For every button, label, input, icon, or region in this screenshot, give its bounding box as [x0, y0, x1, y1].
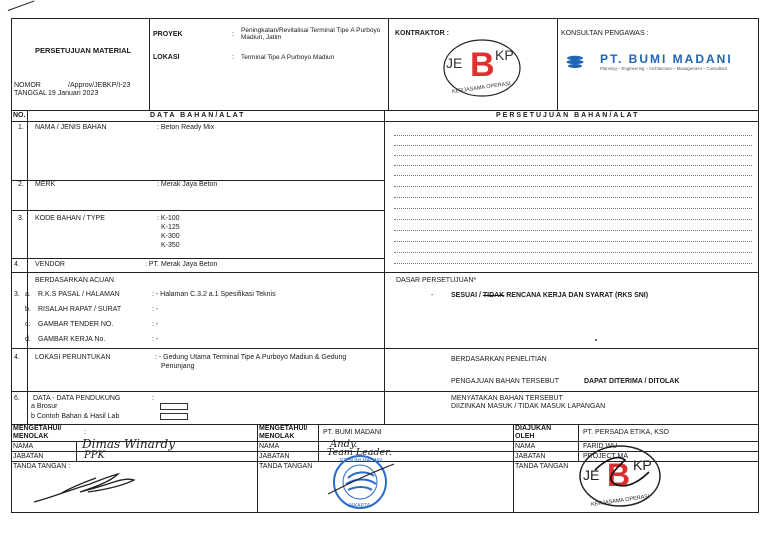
acuan-c-label: GAMBAR TENDER NO.: [38, 321, 114, 328]
sig-col-1: [257, 424, 258, 512]
bumi-madani-stamp: [318, 454, 402, 510]
proyek-label: PROYEK: [153, 31, 183, 38]
lokasi-value: Terminal Tipe A Purboyo Madiun: [241, 54, 335, 61]
row-sep-2: [11, 210, 384, 211]
row6-label: DATA - DATA PENDUKUNG: [33, 395, 121, 402]
header-col-1: [149, 18, 150, 110]
svg-text:KERJASAMA OPERASI: KERJASAMA OPERASI: [590, 493, 650, 509]
tanggal-value: 19 Januari 2023: [48, 90, 99, 97]
sig2-tanda-label: TANDA TANGAN: [259, 463, 313, 470]
row4-no: 4.: [14, 261, 20, 268]
row3-value-2: K-125: [161, 224, 180, 231]
frame-right: [758, 18, 759, 513]
sig2-jabatan-value: Team Leader.: [327, 447, 392, 458]
svg-text:B: B: [470, 46, 495, 84]
sig1-tanda-label: TANDA TANGAN :: [13, 463, 71, 470]
row6-no: 6.: [14, 395, 20, 402]
dasar-dash: -: [431, 292, 434, 299]
sig3-org: PT. PERSADA ETIKA, KSO: [583, 429, 669, 436]
acuan-no: 3.: [14, 291, 20, 298]
row-sep-4: [11, 272, 759, 273]
svg-text:JAKARTA: JAKARTA: [348, 503, 371, 509]
kontraktor-label: KONTRAKTOR :: [395, 30, 449, 37]
frame-bottom: [11, 512, 759, 513]
row3-value-3: K-300: [161, 233, 180, 240]
document-title: PERSETUJUAN MATERIAL: [35, 46, 132, 55]
acuan-d-label: GAMBAR KERJA No.: [38, 336, 106, 343]
konsultan-tagline: Planning – Engineering – Architecture – Management – Consultant: [600, 66, 728, 71]
sig2-jabatan-label: JABATAN: [259, 453, 290, 460]
acuan-b-letter: b.: [25, 306, 31, 313]
row2-no: 2.: [18, 181, 24, 188]
acuan-c-value: : -: [152, 321, 159, 328]
ink-dot: [595, 339, 597, 341]
nomor-label: NOMOR: [14, 82, 41, 89]
row3-value-4: K-350: [161, 242, 180, 249]
header-col-2: [388, 18, 389, 110]
brosur-checkbox[interactable]: [160, 403, 188, 410]
acuan-a-label: R.K.S PASAL / HALAMAN: [38, 291, 120, 298]
persetujuan-header: PERSETUJUAN BAHAN/ALAT: [496, 112, 640, 119]
dasar-statement: SESUAI / TIDAK RENCANA KERJA DAN SYARAT (RKS SNI): [451, 292, 649, 299]
tanggal-label: TANGGAL: [14, 90, 47, 97]
row3-value-1: : K-100: [157, 215, 180, 222]
column-header-divider: [11, 121, 759, 122]
svg-text:KP: KP: [495, 47, 514, 63]
corner-scratch: [8, 0, 35, 11]
row3-label: KODE BAHAN / TYPE: [35, 215, 105, 222]
dasar-label: DASAR PERSETUJUAN*: [396, 277, 477, 284]
sig2-org: PT. BUMI MADANI: [323, 429, 382, 436]
menyatakan-2: DIIZINKAN MASUK / TIDAK MASUK LAPANGAN: [451, 403, 606, 410]
sig1-nama-label: NAMA: [13, 443, 34, 450]
header-col-3: [557, 18, 558, 110]
svg-text:JE: JE: [446, 55, 463, 71]
row4-value: : PT. Merak Jaya Beton: [145, 261, 218, 268]
sig3-tanda-label: TANDA TANGAN: [515, 463, 569, 470]
header-divider: [11, 110, 759, 111]
row6-colon: :: [152, 395, 154, 402]
jebkp-logo: [440, 34, 524, 100]
no-column-line: [25, 110, 31, 424]
svg-text:JE: JE: [583, 467, 600, 483]
sig1-jabatan-label: JABATAN: [13, 453, 44, 460]
sig1-jabatan-value: PPK: [84, 450, 105, 461]
sig1-colon: :: [84, 429, 86, 436]
row-sep-6: [11, 391, 759, 392]
row6-sub-a: a Brosur: [31, 403, 58, 410]
sig3-jabatan-value: PROJECT MA: [583, 453, 628, 460]
sig1-title-2: MENOLAK: [13, 433, 49, 440]
sig3-title-2: OLEH: [515, 433, 535, 440]
row4b-label: LOKASI PERUNTUKAN: [35, 354, 111, 361]
acuan-d-value: : -: [152, 336, 159, 343]
sig3-nama-label: NAMA: [515, 443, 536, 450]
jebkp-stamp: [575, 440, 665, 510]
acuan-b-value: : -: [152, 306, 159, 313]
acuan-a-letter: a.: [25, 291, 31, 298]
svg-text:B: B: [607, 457, 631, 493]
approval-column-line: [384, 110, 385, 424]
row2-label: MERK: [35, 181, 56, 188]
acuan-title: BERDASARKAN ACUAN: [35, 277, 114, 284]
row1-value: : Beton Ready Mix: [157, 124, 215, 131]
signature-divider: [11, 424, 759, 425]
pengajuan-value: DAPAT DITERIMA / DITOLAK: [584, 378, 680, 385]
row3-no: 3.: [18, 215, 24, 222]
sig1-title-1: MENGETAHUI/: [13, 425, 62, 432]
contoh-bahan-checkbox[interactable]: [160, 413, 188, 420]
row4b-value-1: : - Gedung Utama Terminal Tipe A Purboyo Madiun & Gedung: [155, 354, 347, 361]
sig2-nama-label: NAMA: [259, 443, 280, 450]
acuan-b-label: RISALAH RAPAT / SURAT: [38, 306, 122, 313]
sig3-jabatan-label: JABATAN: [515, 453, 546, 460]
acuan-c-letter: c.: [25, 321, 31, 328]
frame-top: [11, 18, 759, 19]
row4b-no: 4.: [14, 354, 20, 361]
row-sep-5: [11, 348, 759, 349]
sig1-nama-value: Dimas Winardy: [82, 437, 176, 451]
row1-no: 1.: [18, 124, 24, 131]
acuan-a-value: : - Halaman C.3.2 a.1 Spesifikasi Teknis: [152, 291, 276, 298]
row2-value: : Merak Jaya Beton: [157, 181, 218, 188]
bumi-madani-icon: [566, 54, 584, 70]
acuan-d-letter: d.: [25, 336, 31, 343]
sig1-signature: [30, 468, 140, 508]
row-sep-3: [11, 258, 384, 259]
menyatakan-1: MENYATAKAN BAHAN TERSEBUT: [451, 395, 563, 402]
konsultan-name: PT. BUMI MADANI: [600, 52, 733, 66]
row1-label: NAMA / JENIS BAHAN: [35, 124, 107, 131]
pengajuan-label: PENGAJUAN BAHAN TERSEBUT: [451, 378, 560, 385]
sig2-title-2: MENOLAK: [259, 433, 295, 440]
sig3-nama-value: FARID WU: [583, 443, 618, 450]
row4b-value-2: Penunjang: [161, 363, 195, 370]
konsultan-label: KONSULTAN PENGAWAS :: [561, 30, 649, 37]
lokasi-label: LOKASI: [153, 54, 180, 61]
svg-text:KP: KP: [633, 457, 652, 473]
sig2-title-1: MENGETAHUI/: [259, 425, 308, 432]
penelitian-text: BERDASARKAN PENELITIAN: [451, 356, 547, 363]
proyek-value: Peningkatan/Revitalisai Terminal Tipe A Purboyo Madiun, Jatim: [241, 27, 381, 42]
row6-sub-b: b Contoh Bahan & Hasil Lab: [31, 413, 120, 420]
frame-left: [11, 18, 12, 513]
svg-text:KERJASAMA OPERASI: KERJASAMA OPERASI: [451, 81, 511, 96]
row4-label: VENDOR: [35, 261, 65, 268]
svg-text:PT. BUMI MADANI: PT. BUMI MADANI: [340, 458, 382, 464]
sig2-nama-value: Andy.: [330, 439, 358, 450]
data-header: DATA BAHAN/ALAT: [150, 112, 246, 119]
sig3-title-1: DIAJUKAN: [515, 425, 552, 432]
no-header: NO.: [13, 112, 26, 119]
sig-col-2: [513, 424, 514, 512]
nomor-value: /Approv/JEBKP/I-23: [68, 82, 131, 89]
